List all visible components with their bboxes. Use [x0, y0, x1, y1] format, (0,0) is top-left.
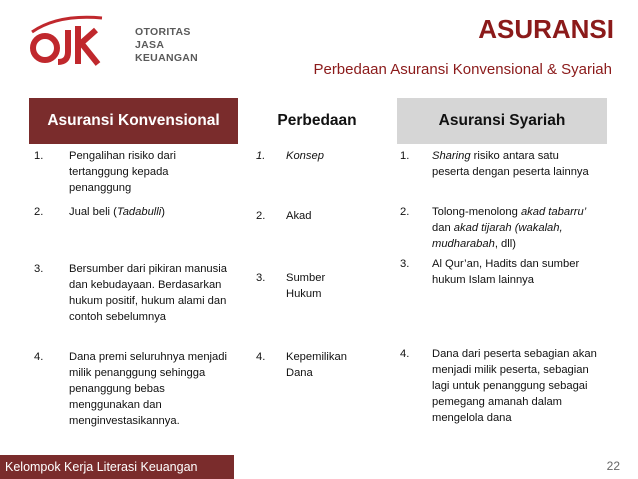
- logo-line-3: KEUANGAN: [135, 52, 199, 64]
- item-text: Konsep: [286, 150, 324, 162]
- item-number: 4.: [256, 351, 266, 363]
- item-text: Sumber Hukum: [286, 272, 326, 300]
- item-number: 1.: [256, 150, 266, 162]
- item-number: 2.: [256, 210, 266, 222]
- item-number: 3.: [256, 272, 266, 284]
- item-text: Bersumber dari pikiran manusia dan kebudayaan. Berdasarkan hukum positif, hukum alami dan contoh sebelumnya: [69, 263, 227, 323]
- ojk-logo-mark: [28, 12, 108, 68]
- ojk-logo: [28, 12, 199, 72]
- slide-subtitle: Perbedaan Asuransi Konvensional & Syariah: [313, 61, 612, 78]
- logo-line-1: OTORITAS: [135, 26, 191, 38]
- item-text: Dana dari peserta sebagian akan menjadi milik peserta, sebagian lagi untuk penanggung sebagai pemegang amanah dalam mengelola dana: [432, 348, 597, 424]
- header-sharia: Asuransi Syariah: [397, 98, 607, 144]
- logo-text: [135, 26, 198, 65]
- item-number: 4.: [34, 351, 44, 363]
- slide-title: ASURANSI: [478, 14, 614, 44]
- item-text: Al Qur’an, Hadits dan sumber hukum Islam lainnya: [432, 258, 580, 286]
- item-number: 1.: [400, 150, 410, 162]
- item-number: 4.: [400, 348, 410, 360]
- header-conventional: Asuransi Konvensional: [29, 98, 238, 144]
- item-text: Kepemilikan Dana: [286, 351, 347, 379]
- item-number: 2.: [34, 206, 44, 218]
- item-number: 3.: [400, 258, 410, 270]
- item-number: 1.: [34, 150, 44, 162]
- page-number: 22: [606, 459, 620, 473]
- item-text: Tolong-menolong akad tabarru’ dan akad tijarah (wakalah, mudharabah, dll): [432, 206, 587, 250]
- logo-line-2: JASA: [135, 39, 165, 51]
- header-difference: Perbedaan: [277, 112, 357, 129]
- item-number: 2.: [400, 206, 410, 218]
- item-text: Akad: [286, 210, 312, 222]
- item-text: Sharing risiko antara satu peserta dengan peserta lainnya: [432, 150, 589, 178]
- footer-bar: Kelompok Kerja Literasi Keuangan: [0, 455, 234, 479]
- item-text: Jual beli (Tadabulli): [69, 206, 165, 218]
- item-number: 3.: [34, 263, 44, 275]
- item-text: Dana premi seluruhnya menjadi milik penanggung sehingga penanggung bebas menggunakan dan menginvestasikannya.: [69, 351, 227, 427]
- item-text: Pengalihan risiko dari tertanggung kepada penanggung: [69, 150, 176, 194]
